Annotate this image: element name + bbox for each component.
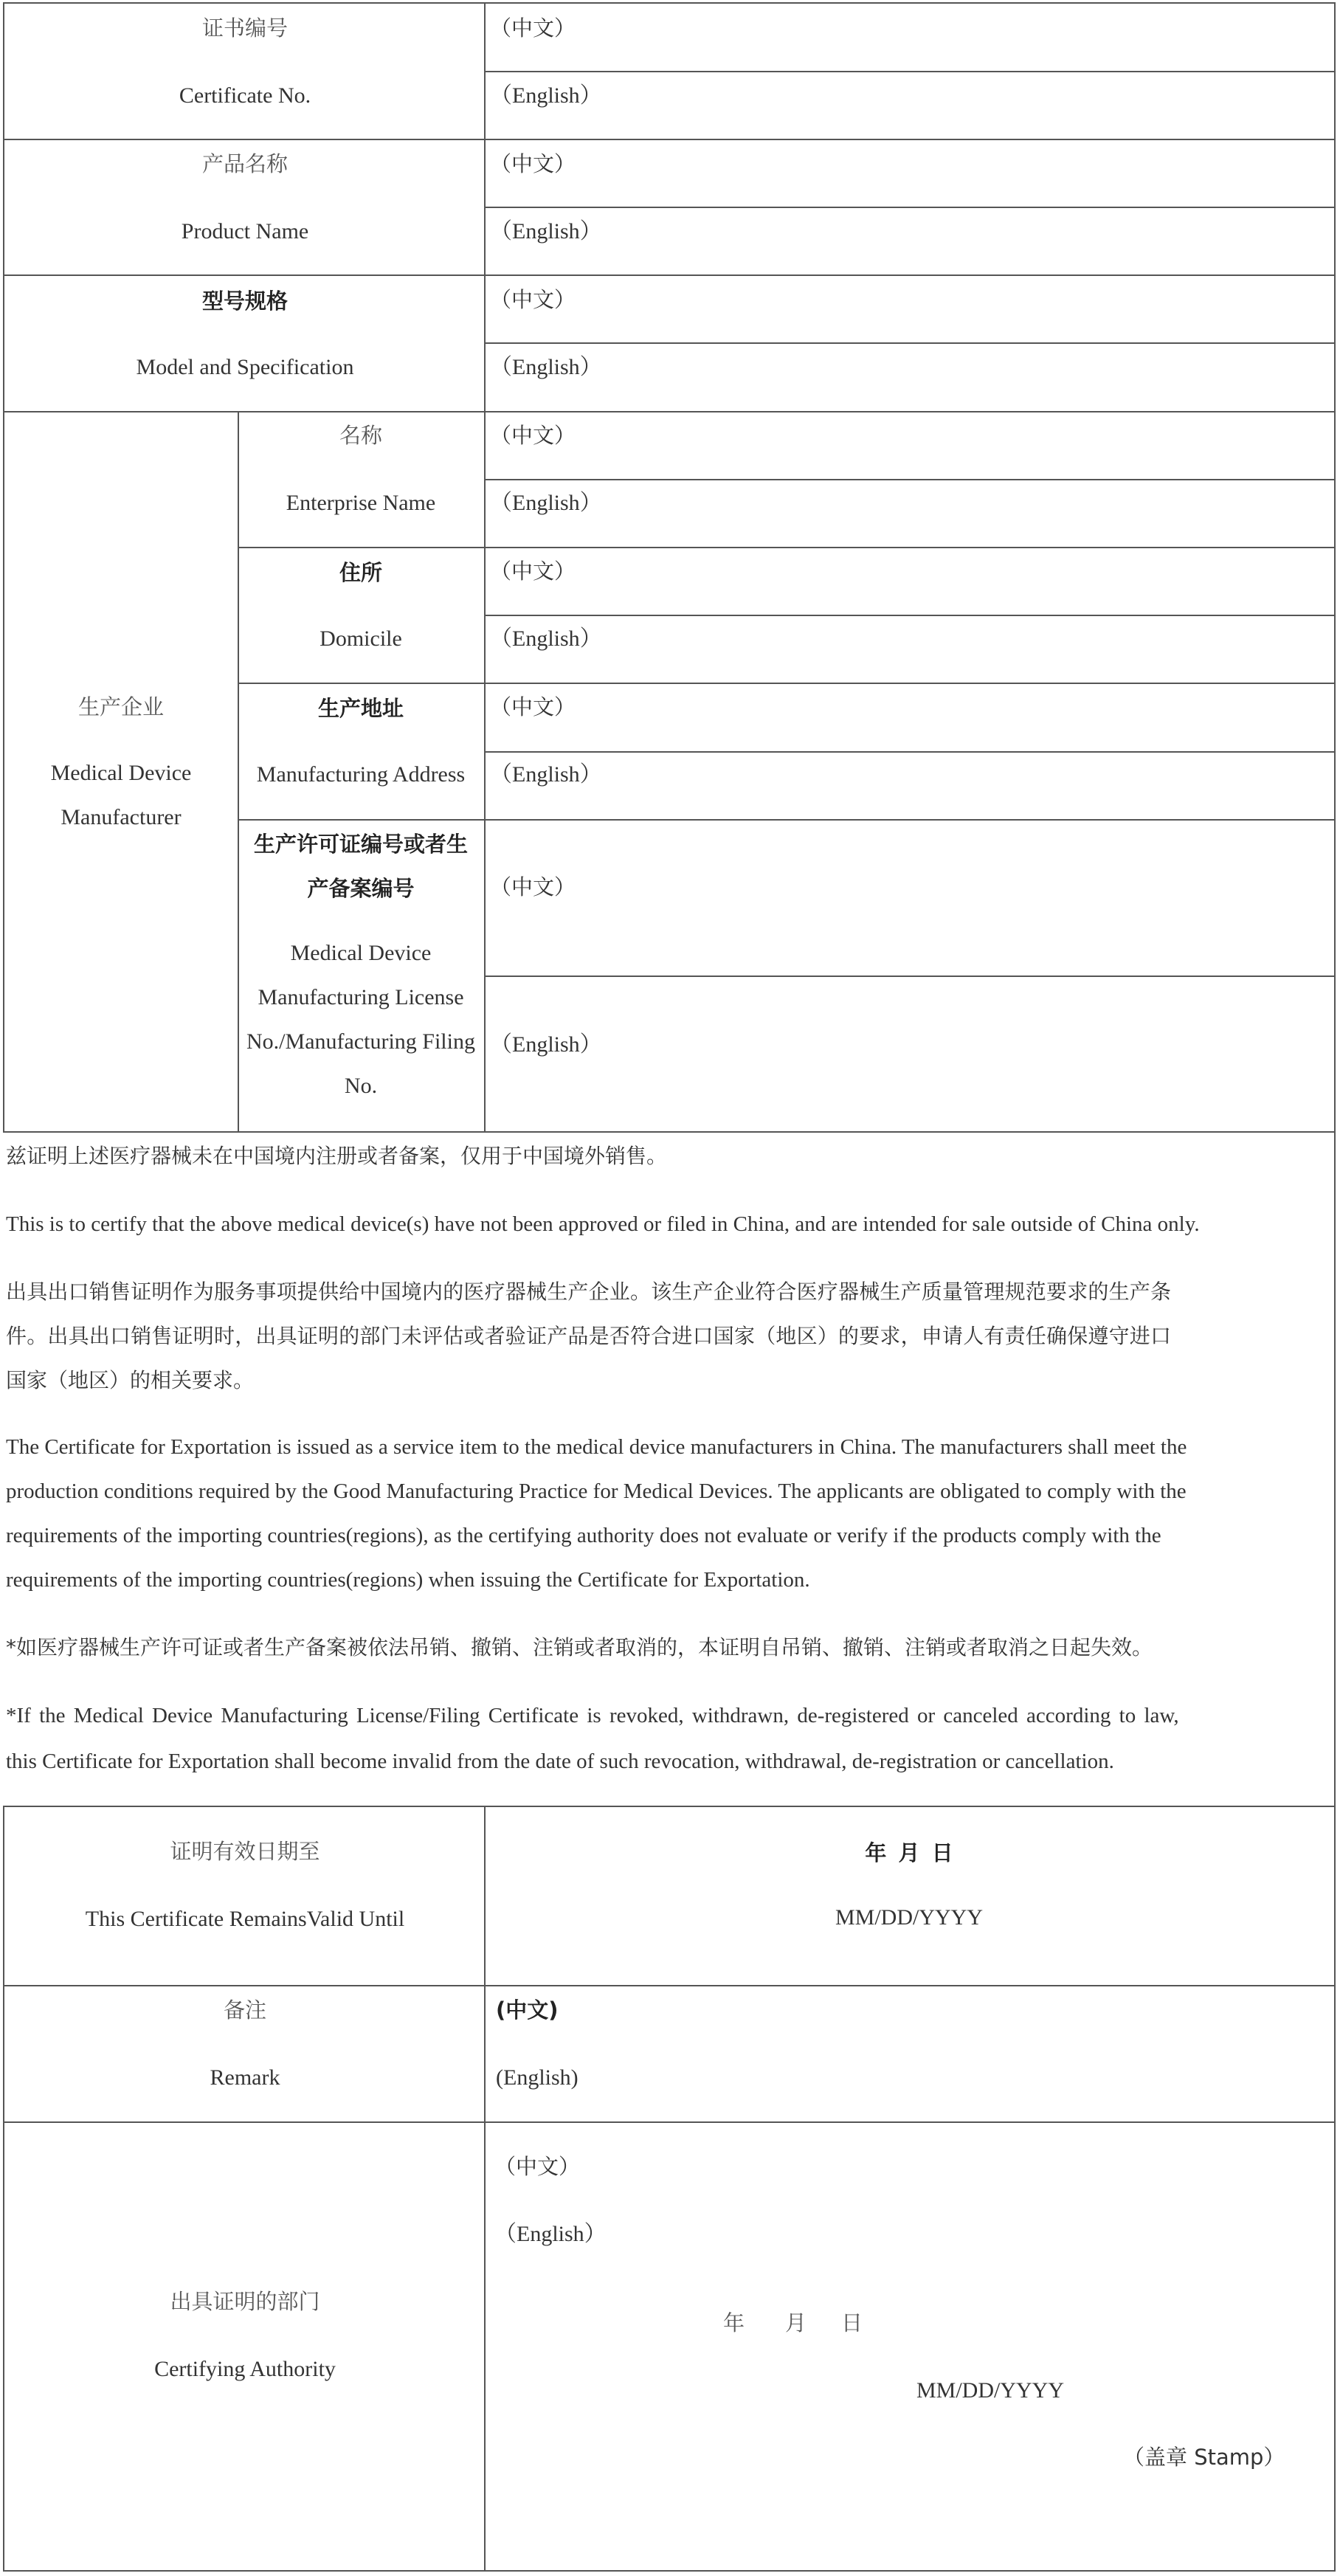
authority-date-year[interactable]: 年 bbox=[723, 2310, 745, 2335]
rule bbox=[238, 547, 1336, 548]
rule bbox=[3, 1806, 4, 2572]
license-label-cn-1: 生产许可证编号或者生 bbox=[253, 832, 469, 857]
authority-date-month[interactable]: 月 bbox=[785, 2310, 807, 2335]
statement-2-en-line-2: production conditions required by the Good Manufacturing Practice for Medical Devices. The applicants are obligated to comply with the bbox=[6, 1479, 1187, 1503]
rule bbox=[3, 2, 1336, 4]
domicile-label-cn: 住所 bbox=[339, 560, 383, 585]
rule bbox=[3, 2, 4, 1133]
domicile-value-en[interactable]: （English） bbox=[490, 626, 602, 651]
rule bbox=[3, 1806, 1336, 1807]
validity-label-en: This Certificate RemainsValid Until bbox=[85, 1907, 405, 1931]
rule bbox=[238, 819, 1336, 821]
authority-label-en: Certifying Authority bbox=[154, 2357, 336, 2381]
rule bbox=[484, 615, 1336, 616]
authority-value-en[interactable]: （English） bbox=[494, 2222, 607, 2246]
statement-2-en-line-4: requirements of the importing countries(regions) when issuing the Certificate for Exportation. bbox=[6, 1568, 810, 1592]
statement-2-en-line-1: The Certificate for Exportation is issued as a service item to the medical device manufacturers in China. The manufacturers shall meet the bbox=[6, 1435, 1187, 1459]
certificate-no-value-en[interactable]: （English） bbox=[490, 83, 602, 108]
authority-stamp: （盖章 Stamp） bbox=[1123, 2445, 1285, 2470]
rule bbox=[484, 342, 1336, 344]
statement-1-en: This is to certify that the above medical device(s) have not been approved or filed in China, and are intended for sale outside of China only. bbox=[6, 1212, 1200, 1236]
authority-date-day[interactable]: 日 bbox=[841, 2310, 863, 2335]
rule bbox=[3, 1131, 1336, 1133]
rule bbox=[484, 976, 1336, 977]
model-label-en: Model and Specification bbox=[136, 355, 354, 379]
statement-3-en-line-2: this Certificate for Exportation shall become invalid from the date of such revocation, withdrawal, de-registration or cancellation. bbox=[6, 1750, 1114, 1773]
rule bbox=[3, 2570, 1336, 2572]
validity-date-en[interactable]: MM/DD/YYYY bbox=[835, 1905, 984, 1930]
remark-value-cn[interactable]: (中文) bbox=[496, 1997, 559, 2023]
rule bbox=[3, 139, 1336, 140]
certificate-no-label-cn: 证书编号 bbox=[201, 15, 289, 41]
address-label-en: Manufacturing Address bbox=[256, 762, 466, 787]
rule bbox=[238, 411, 239, 1133]
product-name-value-en[interactable]: （English） bbox=[490, 219, 602, 244]
license-label-en-4: No. bbox=[344, 1074, 378, 1098]
rule bbox=[484, 207, 1336, 208]
license-value-en[interactable]: （English） bbox=[490, 1032, 602, 1057]
address-value-en[interactable]: （English） bbox=[490, 762, 602, 787]
authority-date-en[interactable]: MM/DD/YYYY bbox=[916, 2378, 1065, 2403]
remark-value-en[interactable]: (English) bbox=[496, 2065, 579, 2090]
license-value-cn[interactable]: （中文） bbox=[490, 874, 576, 899]
rule bbox=[238, 683, 1336, 684]
enterprise-name-value-en[interactable]: （English） bbox=[490, 491, 602, 515]
product-name-label-en: Product Name bbox=[181, 219, 309, 244]
validity-date-cn[interactable]: 年 月 日 bbox=[865, 1840, 953, 1865]
domicile-value-cn[interactable]: （中文） bbox=[490, 559, 576, 584]
certificate-no-label-en: Certificate No. bbox=[179, 83, 311, 108]
license-label-cn-2: 产备案编号 bbox=[307, 876, 415, 901]
statement-2-cn-line-3: 国家（地区）的相关要求。 bbox=[6, 1368, 255, 1392]
statement-1-cn: 兹证明上述医疗器械未在中国境内注册或者备案，仅用于中国境外销售。 bbox=[6, 1144, 668, 1168]
rule bbox=[484, 479, 1336, 480]
remark-label-cn: 备注 bbox=[223, 1997, 267, 2023]
rule bbox=[3, 274, 1336, 276]
rule bbox=[3, 1985, 1336, 1986]
product-name-value-cn[interactable]: （中文） bbox=[490, 151, 576, 176]
rule bbox=[1334, 2, 1336, 2572]
enterprise-name-value-cn[interactable]: （中文） bbox=[490, 423, 576, 448]
statement-2-cn-line-1: 出具出口销售证明作为服务事项提供给中国境内的医疗器械生产企业。该生产企业符合医疗器械生产质量管理规范要求的生产条 bbox=[6, 1280, 1172, 1304]
rule bbox=[484, 2, 486, 1133]
enterprise-name-label-en: Enterprise Name bbox=[286, 491, 436, 515]
manufacturer-label-en-1: Medical Device bbox=[50, 761, 192, 785]
model-value-en[interactable]: （English） bbox=[490, 355, 602, 379]
domicile-label-en: Domicile bbox=[320, 626, 402, 651]
address-label-cn: 生产地址 bbox=[317, 696, 404, 721]
validity-label-cn: 证明有效日期至 bbox=[170, 1839, 320, 1864]
rule bbox=[484, 71, 1336, 72]
rule bbox=[484, 751, 1336, 753]
statement-2-cn-line-2: 件。出具出口销售证明时，出具证明的部门未评估或者验证产品是否符合进口国家（地区）的要求，申请人有责任确保遵守进口 bbox=[6, 1324, 1172, 1348]
model-label-cn: 型号规格 bbox=[201, 289, 289, 314]
address-value-cn[interactable]: （中文） bbox=[490, 694, 576, 719]
product-name-label-cn: 产品名称 bbox=[201, 151, 289, 176]
remark-label-en: Remark bbox=[210, 2065, 280, 2090]
certificate-no-value-cn[interactable]: （中文） bbox=[490, 15, 576, 41]
license-label-en-1: Medical Device bbox=[290, 941, 432, 965]
authority-value-cn[interactable]: （中文） bbox=[494, 2154, 581, 2179]
license-label-en-2: Manufacturing License bbox=[258, 985, 464, 1009]
manufacturer-label-cn: 生产企业 bbox=[77, 694, 165, 719]
statement-2-en-line-3: requirements of the importing countries(regions), as the certifying authority does not evaluate or verify if the products comply with the bbox=[6, 1524, 1161, 1547]
manufacturer-label-en-2: Manufacturer bbox=[61, 805, 182, 829]
license-label-en-3: No./Manufacturing Filing bbox=[246, 1029, 475, 1054]
rule bbox=[3, 411, 1336, 412]
statement-3-cn: *如医疗器械生产许可证或者生产备案被依法吊销、撤销、注销或者取消的，本证明自吊销、撤销、注销或者取消之日起失效。 bbox=[6, 1635, 1153, 1660]
rule bbox=[484, 1806, 486, 2572]
statement-3-en-line-1: *If the Medical Device Manufacturing License/Filing Certificate is revoked, withdrawn, de-registered or canceled according to law, bbox=[6, 1704, 1179, 1727]
rule bbox=[3, 2121, 1336, 2123]
model-value-cn[interactable]: （中文） bbox=[490, 287, 576, 312]
authority-label-cn: 出具证明的部门 bbox=[170, 2289, 320, 2314]
enterprise-name-label-cn: 名称 bbox=[339, 423, 383, 448]
